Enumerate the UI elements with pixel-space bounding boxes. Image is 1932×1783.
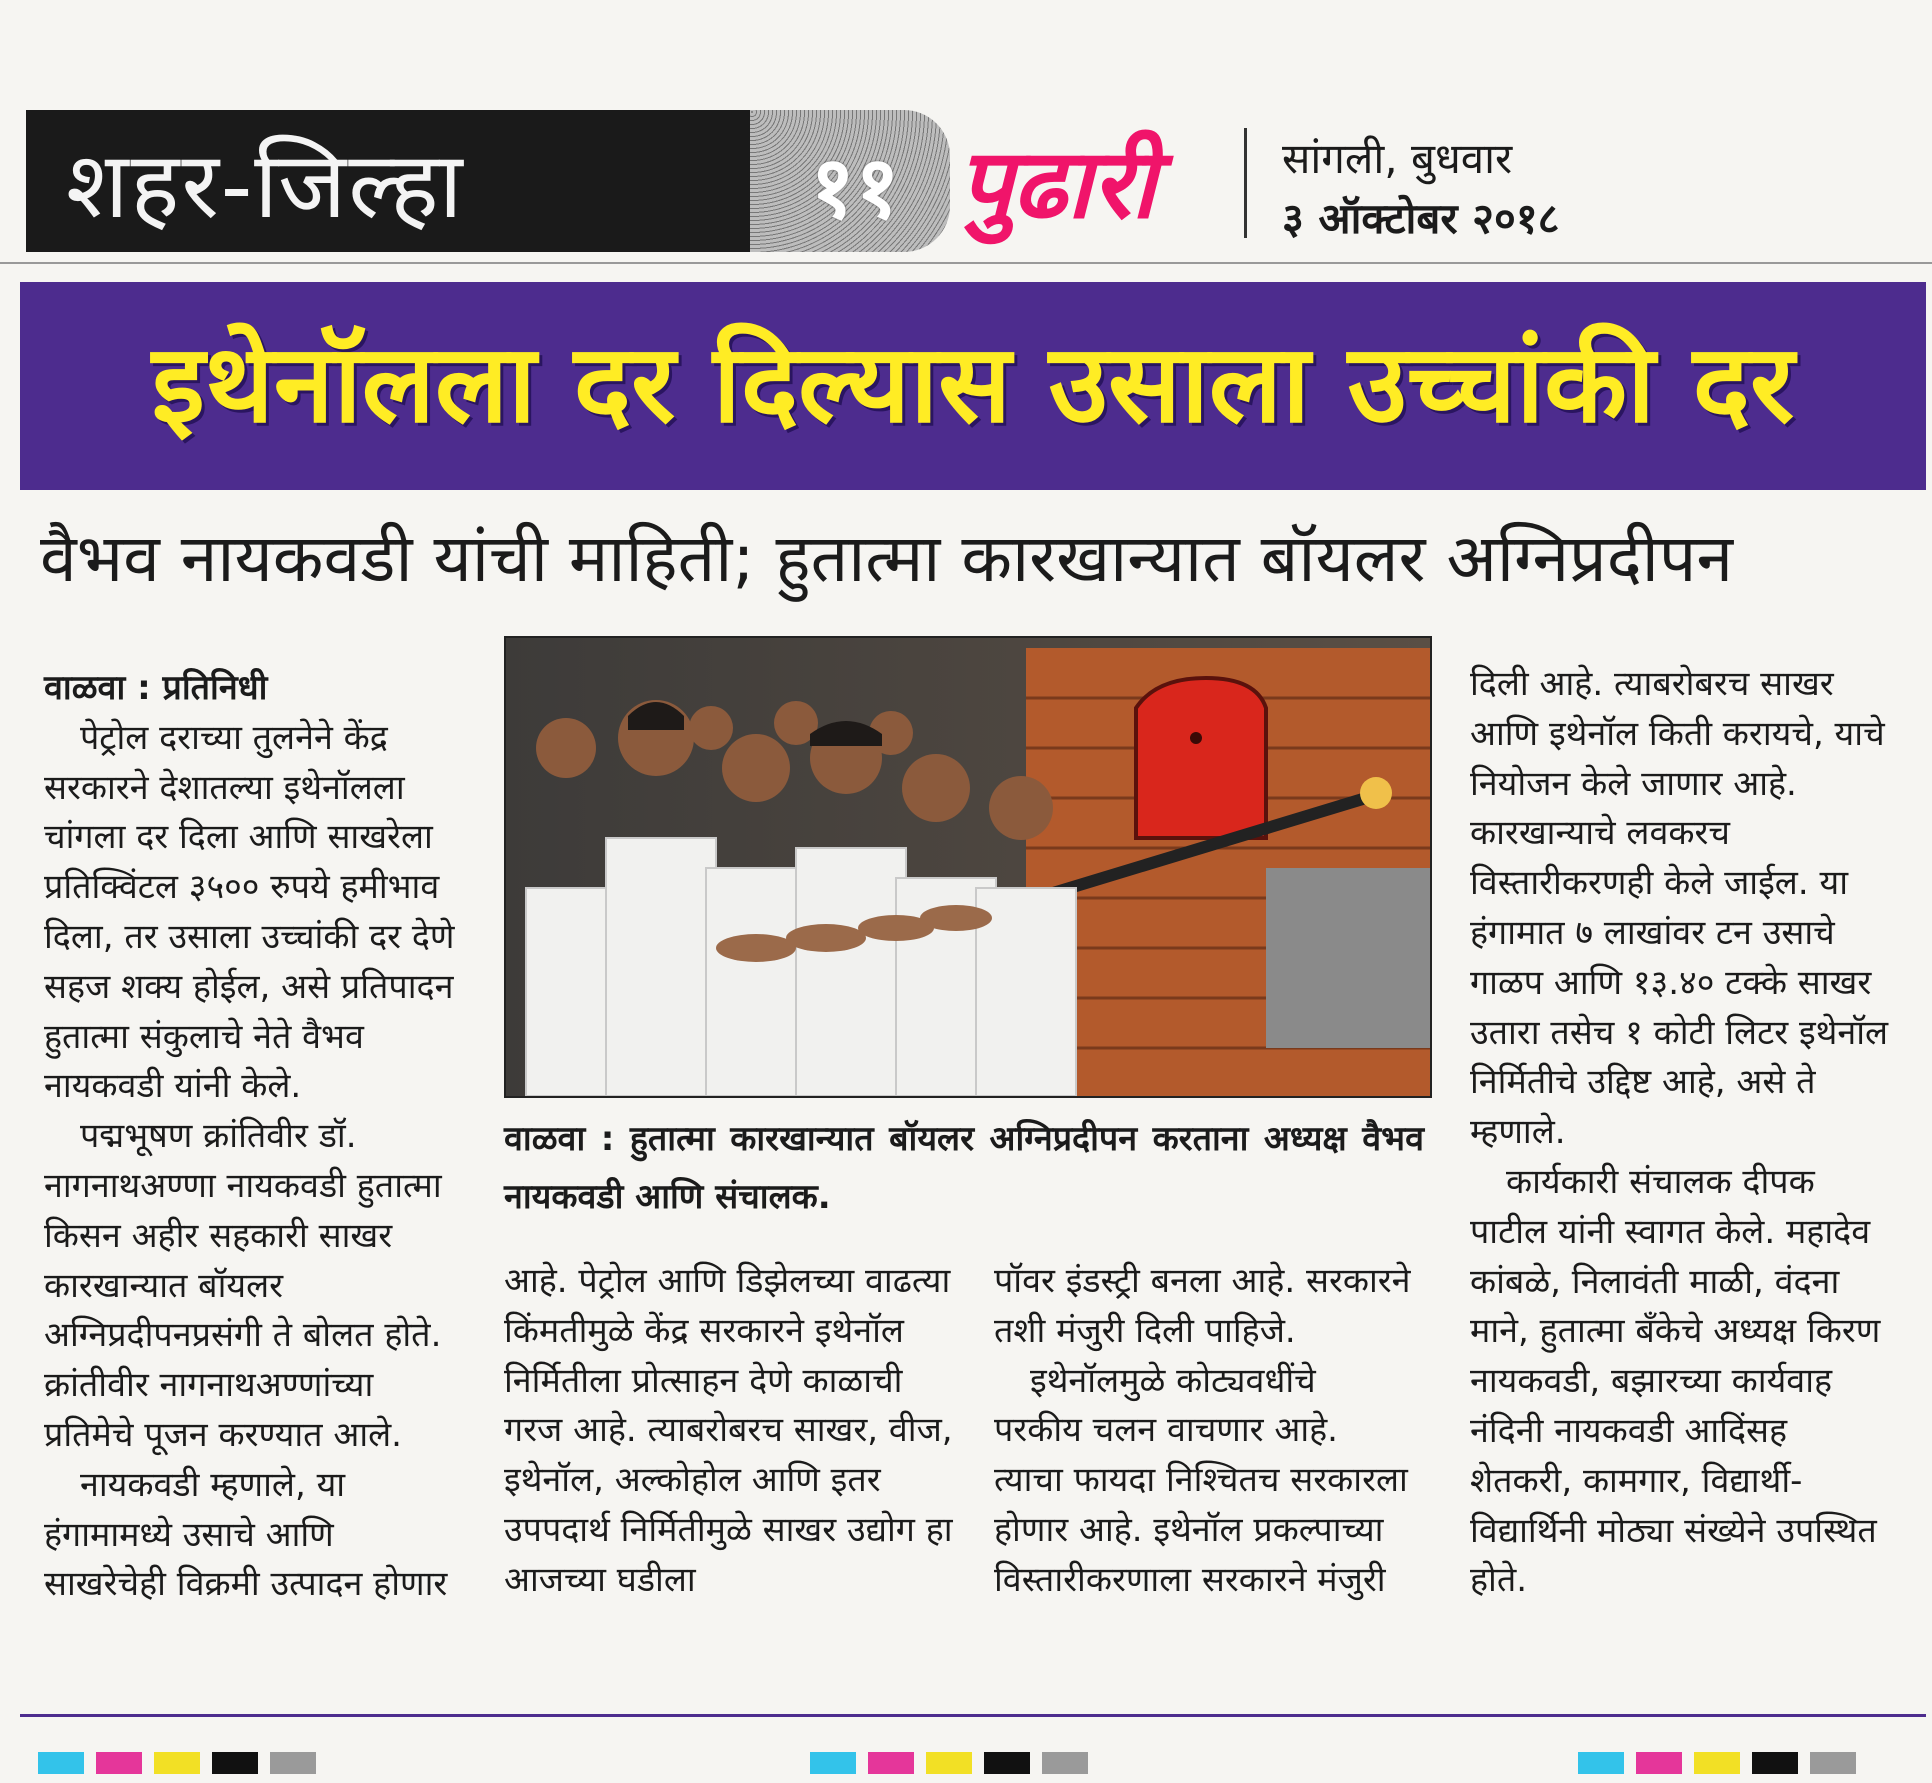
paragraph: आहे. पेट्रोल आणि डिझेलच्या वाढत्या किंमतीमुळे केंद्र सरकारने इथेनॉल निर्मितीला प्रोत्साहन देणे काळाची गरज आहे. त्याबरोबरच साखर, वीज, इथेनॉल, अल्कोहोल आणि इतर उपपदार्थ निर्मितीमुळे साखर उद्योग हा आजच्या घडीला <box>504 1261 953 1600</box>
black-swatch <box>1752 1752 1798 1774</box>
paragraph: पॉवर इंडस्ट्री बनला आहे. सरकारने तशी मंजुरी दिली पाहिजे. <box>994 1261 1411 1351</box>
black-swatch <box>212 1752 258 1774</box>
article-column-2 <box>504 1257 964 1606</box>
article-column-4 <box>1470 660 1890 1606</box>
section-title: शहर-जिल्हा <box>66 132 465 239</box>
magenta-swatch <box>1636 1752 1682 1774</box>
masthead-divider <box>1244 128 1247 238</box>
cyan-swatch <box>1578 1752 1624 1774</box>
headline: इथेनॉलला दर दिल्यास उसाला उच्चांकी दर <box>151 322 1795 447</box>
yellow-swatch <box>154 1752 200 1774</box>
yellow-swatch <box>1694 1752 1740 1774</box>
masthead-rule <box>0 262 1932 264</box>
paragraph: इथेनॉलमुळे कोट्यवधींचे परकीय चलन वाचणार आहे. त्याचा फायदा निश्चितच सरकारला होणार आहे. इथेनॉल प्रकल्पाच्या विस्तारीकरणाला सरकारने मंजुरी <box>994 1360 1408 1600</box>
grey-swatch <box>1042 1752 1088 1774</box>
bottom-rule <box>20 1714 1926 1717</box>
paragraph: कार्यकारी संचालक दीपक पाटील यांनी स्वागत केले. महादेव कांबळे, निलावंती माळी, वंदना माने, हुतात्मा बँकेचे अध्यक्ष किरण नायकवडी, बझारच्या कार्यवाह नंदिनी नायकवडी आदिंसह शेतकरी, कामगार, विद्यार्थी-विद्यार्थिनी मोठ्या संख्येने उपस्थित होते. <box>1470 1161 1881 1601</box>
page-number: ११ <box>810 138 900 238</box>
photo-caption: वाळवा : हुतात्मा कारखान्यात बॉयलर अग्निप्रदीपन करताना अध्यक्ष वैभव नायकवडी आणि संचालक. <box>504 1119 1424 1217</box>
paragraph: नायकवडी म्हणाले, या हंगामामध्ये उसाचे आणि साखरेचेही विक्रमी उत्पादन होणार <box>44 1464 448 1605</box>
cyan-swatch <box>38 1752 84 1774</box>
grey-swatch <box>270 1752 316 1774</box>
paragraph: पद्मभूषण क्रांतिवीर डॉ. नागनाथअण्णा नायकवडी हुतात्मा किसन अहीर सहकारी साखर कारखान्यात बॉयलर अग्निप्रदीपनप्रसंगी ते बोलत होते. क्रांतीवीर नागनाथअण्णांच्या प्रतिमेचे पूजन करण्यात आले. <box>44 1116 442 1455</box>
byline: वाळवा : प्रतिनिधी <box>44 668 268 708</box>
black-swatch <box>984 1752 1030 1774</box>
paragraph: दिली आहे. त्याबरोबरच साखर आणि इथेनॉल किती करायचे, याचे नियोजन केले जाणार आहे. कारखान्याचे लवकरच विस्तारीकरणही केले जाईल. या हंगामात ७ लाखांवर टन उसाचे गाळप आणि १३.४० टक्के साखर उतारा तसेच १ कोटी लिटर इथेनॉल निर्मितीचे उद्दिष्ट आहे, असे ते म्हणाले. <box>1470 664 1889 1153</box>
news-photo <box>504 636 1432 1098</box>
dateline-place: सांगली, बुधवार <box>1282 134 1513 183</box>
subheadline: वैभव नायकवडी यांची माहिती; हुतात्मा कारखान्यात बॉयलर अग्निप्रदीपन <box>40 520 1733 597</box>
article-column-3 <box>994 1257 1414 1606</box>
dateline-date: ३ ऑक्टोबर २०१८ <box>1282 194 1560 243</box>
newspaper-logo: पुढारी <box>958 128 1156 240</box>
magenta-swatch <box>868 1752 914 1774</box>
yellow-swatch <box>926 1752 972 1774</box>
grey-swatch <box>1810 1752 1856 1774</box>
cyan-swatch <box>810 1752 856 1774</box>
article-column-1 <box>44 664 464 1610</box>
boiler-ceremony-photo <box>506 638 1430 1096</box>
magenta-swatch <box>96 1752 142 1774</box>
paragraph: पेट्रोल दराच्या तुलनेने केंद्र सरकारने देशातल्या इथेनॉलला चांगला दर दिला आणि साखरेला प्रतिक्विंटल ३५०० रुपये हमीभाव दिला, तर उसाला उच्चांकी दर देणे सहज शक्य होईल, असे प्रतिपादन हुतात्मा संकुलाचे नेते वैभव नायकवडी यांनी केले. <box>44 717 455 1107</box>
